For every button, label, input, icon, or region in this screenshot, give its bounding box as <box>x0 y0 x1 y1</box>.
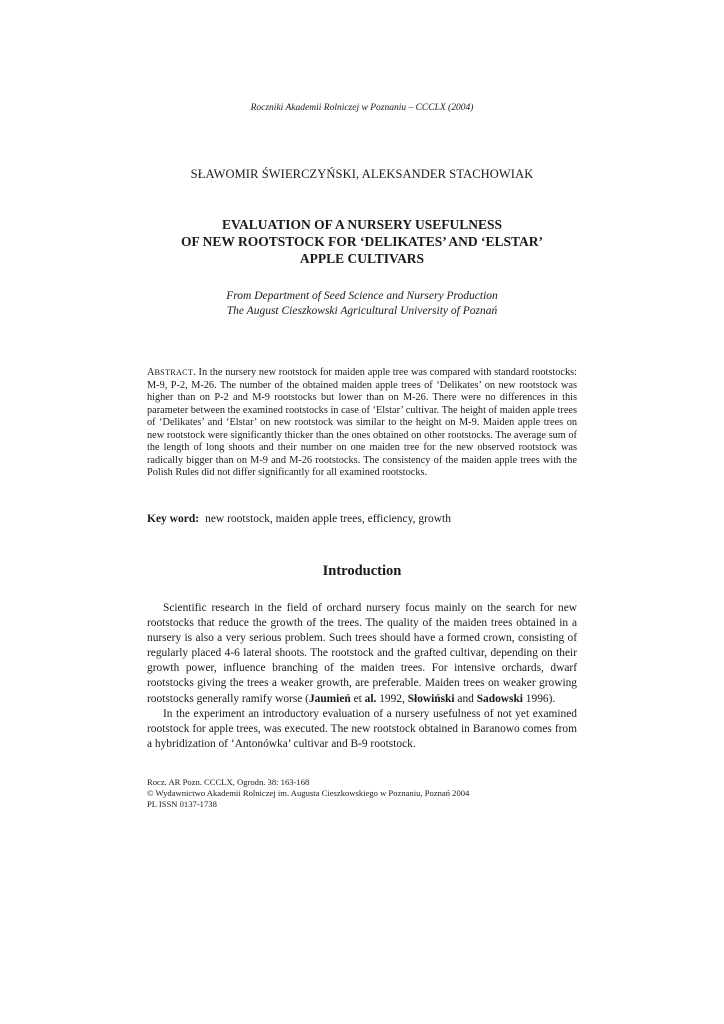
intro-paragraph-2: In the experiment an introductory evaluation of a nursery usefulness of not yet examined rootstock for apple trees, was executed. The new rootstock obtained in Baranowo comes from a hybridization of ‘Antonówka’ cultivar and B-9 rootstock. <box>147 707 577 750</box>
citation-and: and <box>454 692 477 705</box>
footer-citation: Rocz. AR Pozn. CCCLX, Ogrodn. 38: 163-168 <box>147 777 310 787</box>
citation-al: al. <box>364 692 377 705</box>
citation-author: Jaumień <box>308 692 351 705</box>
citation-year: 1992, <box>376 692 408 705</box>
introduction-body <box>147 601 577 752</box>
intro-p1-text: Scientific research in the field of orchard nursery focus mainly on the search for new rootstocks that reduce the growth of the trees. The quality of the maiden trees obtained in a nursery is also a very serious problem. Such trees should have a formed crown, consisting of regularly placed 4-6 lateral shoots. The rootstock and the grafted cultivar, depending on their growth power, influence branching of the maiden trees. For intensive orchards, dwarf rootstocks giving the trees a weaker growth, are preferable. Maiden trees on weaker growing rootstocks generally ramify worse ( <box>147 602 577 705</box>
title-line-1: EVALUATION OF A NURSERY USEFULNESS <box>221 217 503 232</box>
title-line-2: OF NEW ROOTSTOCK FOR ‘DELIKATES’ AND ‘ELSTAR’ <box>180 234 544 249</box>
footer-copyright: © Wydawnictwo Akademii Rolniczej im. Augusta Cieszkowskiego w Poznaniu, Poznań 2004 <box>147 788 470 798</box>
title-line-3: APPLE CULTIVARS <box>299 251 425 266</box>
citation-year: 1996). <box>522 692 556 705</box>
keywords-label: Key word: <box>147 513 200 525</box>
paper-title <box>100 216 624 267</box>
affiliation <box>0 289 724 319</box>
abstract-label-rest: BSTRACT <box>154 368 194 377</box>
intro-paragraph-1 <box>147 601 577 707</box>
keywords <box>147 513 577 525</box>
affiliation-line-1: From Department of Seed Science and Nursery Production <box>226 290 498 302</box>
citation-et: et <box>350 692 365 705</box>
authors: SŁAWOMIR ŚWIERCZYŃSKI, ALEKSANDER STACHOWIAK <box>190 167 534 181</box>
footer <box>147 777 597 810</box>
citation-author: Sadowski <box>476 692 523 705</box>
abstract-text: . In the nursery new rootstock for maiden apple tree was compared with standard rootstocks: M-9, P-2, M-26. The number of the obtained maiden apple trees of ‘Delikates’ on new rootstock was higher than on P-2 and M-9 rootstocks but lower than on M-26. There were no differences in this parameter between the examined rootstocks in case of ‘Elstar’ cultivar. The height of maiden apple trees of ‘Delikates’ and ‘Elstar’ on new rootstock was similar to the height on M-9. Maiden apple trees on new rootstock were significantly thicker than the ones obtained on other rootstocks. The average sum of the length of long shoots and their number on one maiden tree for the new observed rootstock was radically bigger than on M-9 and M-26 rootstocks. The consistency of the maiden apple trees with the Polish Rules did not differ significantly for all examined rootstocks. <box>147 367 577 479</box>
journal-header: Roczniki Akademii Rolniczej w Poznaniu – CCCLX (2004) <box>250 103 474 113</box>
section-title: Introduction <box>322 563 402 579</box>
affiliation-line-2: The August Cieszkowski Agricultural University of Poznań <box>226 305 498 317</box>
abstract <box>147 367 577 480</box>
citation-author: Słowiński <box>407 692 455 705</box>
footer-issn: PL ISSN 0137-1738 <box>147 799 217 809</box>
abstract-label-initial: A <box>147 367 155 378</box>
keywords-text: new rootstock, maiden apple trees, efficiency, growth <box>205 513 451 525</box>
